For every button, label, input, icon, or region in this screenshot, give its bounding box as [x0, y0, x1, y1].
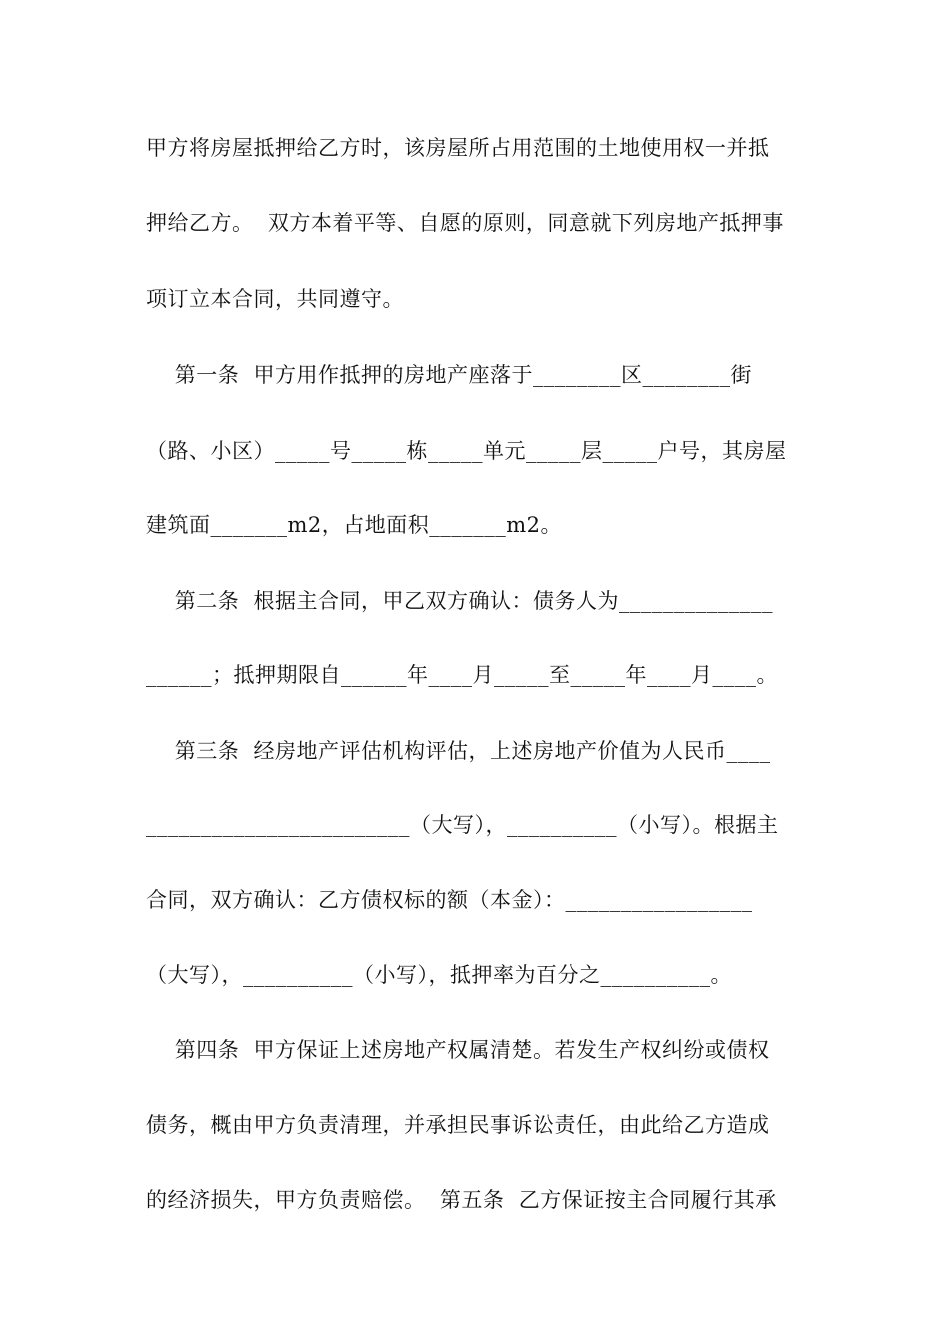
text-line: 合同，双方确认：乙方债权标的额（本金）：_________________ — [146, 888, 753, 912]
text-line: 押给乙方。 双方本着平等、自愿的原则，同意就下列房地产抵押事 — [146, 211, 784, 235]
text-line: 第二条 根据主合同，甲乙双方确认：债务人为______________ — [146, 589, 774, 613]
text-line: ______；抵押期限自______年____月_____至_____年____月____。 — [146, 663, 778, 687]
text-line: （大写），__________（小写），抵押率为百分之__________。 — [146, 963, 732, 987]
text-line: （路、小区）_____号_____栋_____单元_____层_____户号，其房屋 — [146, 439, 787, 463]
text-line: 建筑面_______m2，占地面积_______m2。 — [146, 513, 563, 537]
text-line: 甲方将房屋抵押给乙方时，该房屋所占用范围的土地使用权一并抵 — [146, 136, 770, 160]
text-line: 项订立本合同，共同遵守。 — [146, 287, 404, 311]
text-line: 的经济损失，甲方负责赔偿。 第五条 乙方保证按主合同履行其承 — [146, 1188, 777, 1212]
text-line: 债务，概由甲方负责清理，并承担民事诉讼责任，由此给乙方造成 — [146, 1113, 770, 1137]
text-line: 第三条 经房地产评估机构评估，上述房地产价值为人民币____ — [146, 739, 771, 763]
text-line: ________________________（大写），__________（小写）。根据主 — [146, 813, 779, 837]
text-line: 第一条 甲方用作抵押的房地产座落于________区________街 — [146, 363, 753, 387]
text-line: 第四条 甲方保证上述房地产权属清楚。若发生产权纠纷或债权 — [146, 1038, 770, 1062]
